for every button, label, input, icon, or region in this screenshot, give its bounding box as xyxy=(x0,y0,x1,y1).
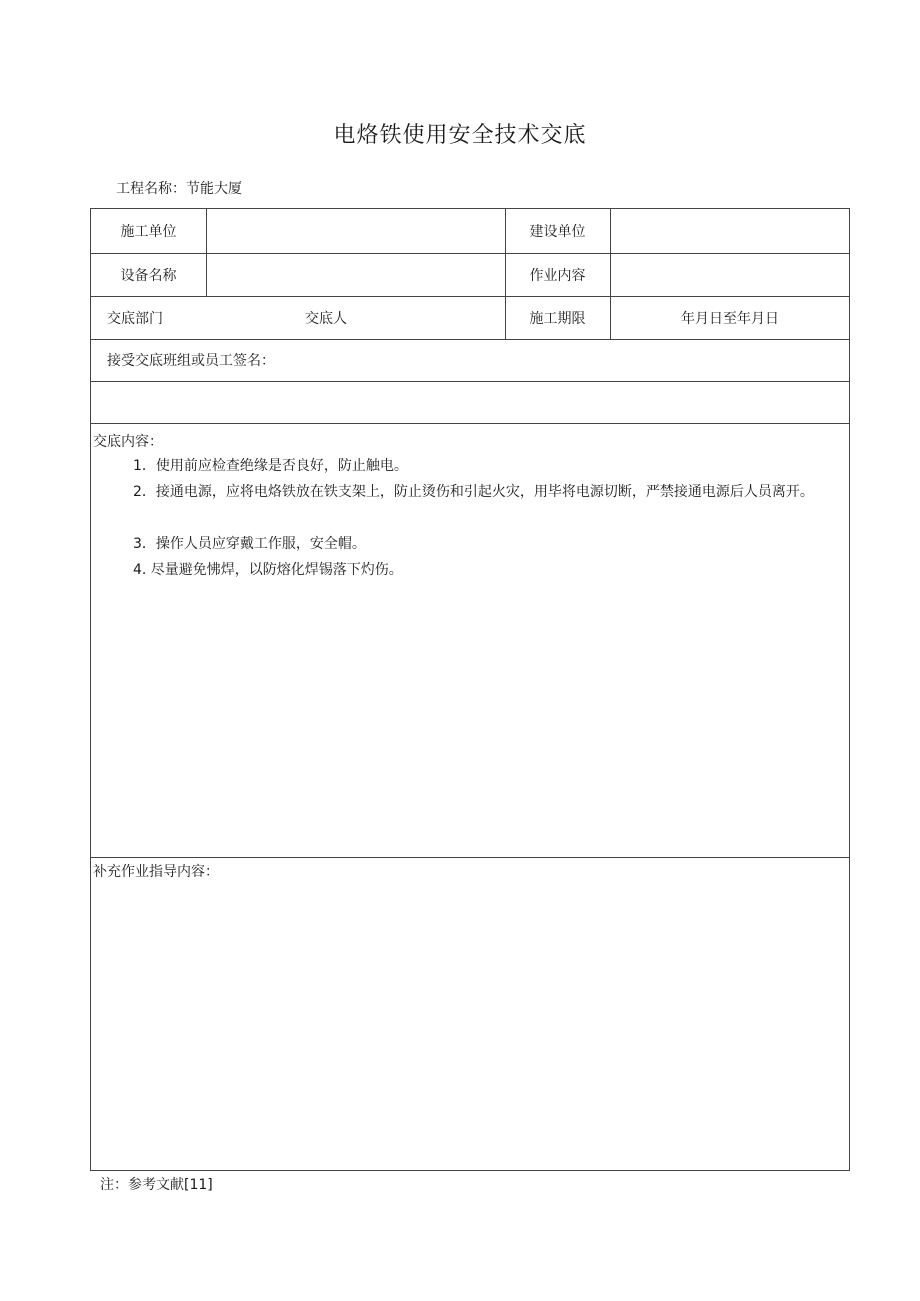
equipment-name-label: 设备名称 xyxy=(120,267,177,284)
construction-unit-field[interactable] xyxy=(209,209,503,253)
project-name-label: 工程名称： xyxy=(116,181,186,197)
signature-field[interactable] xyxy=(95,381,845,423)
supplement-label: 补充作业指导内容： xyxy=(93,864,219,880)
person-label: 交底人 xyxy=(305,310,347,327)
work-content-field[interactable] xyxy=(613,253,849,296)
signature-label: 接受交底班组或员工签名： xyxy=(107,353,275,369)
footnote: 注：参考文献[11] xyxy=(100,1177,213,1193)
construction-unit-label: 施工单位 xyxy=(120,224,177,240)
row-divider xyxy=(91,857,849,858)
content-item: 2．接通电源，应将电烙铁放在铁支架上，防止烫伤和引起火灾，用毕将电源切断，严禁接通电源后人员离开。 xyxy=(133,484,814,500)
row-divider xyxy=(91,423,849,424)
disclosure-form xyxy=(90,208,850,1171)
content-item: 4. 尽量避免怫焊，以防熔化焊锡落下灼伤。 xyxy=(133,562,403,578)
supplement-field[interactable] xyxy=(95,885,845,1165)
work-content-label: 作业内容 xyxy=(529,267,586,284)
project-name-value: 节能大厦 xyxy=(186,181,242,197)
content-label: 交底内容： xyxy=(93,434,163,450)
col-divider xyxy=(206,209,207,296)
project-name-line xyxy=(116,178,242,198)
period-value: 年月日至年月日 xyxy=(681,310,779,327)
build-unit-field[interactable] xyxy=(613,209,849,253)
content-item: 1．使用前应检查绝缘是否良好，防止触电。 xyxy=(133,458,408,474)
content-item: 3．操作人员应穿戴工作服，安全帽。 xyxy=(133,536,366,552)
page-title: 电烙铁使用安全技术交底 xyxy=(333,123,587,148)
build-unit-label: 建设单位 xyxy=(529,224,586,240)
dept-label: 交底部门 xyxy=(107,310,163,327)
period-label: 施工期限 xyxy=(529,310,586,327)
equipment-name-field[interactable] xyxy=(209,253,503,296)
